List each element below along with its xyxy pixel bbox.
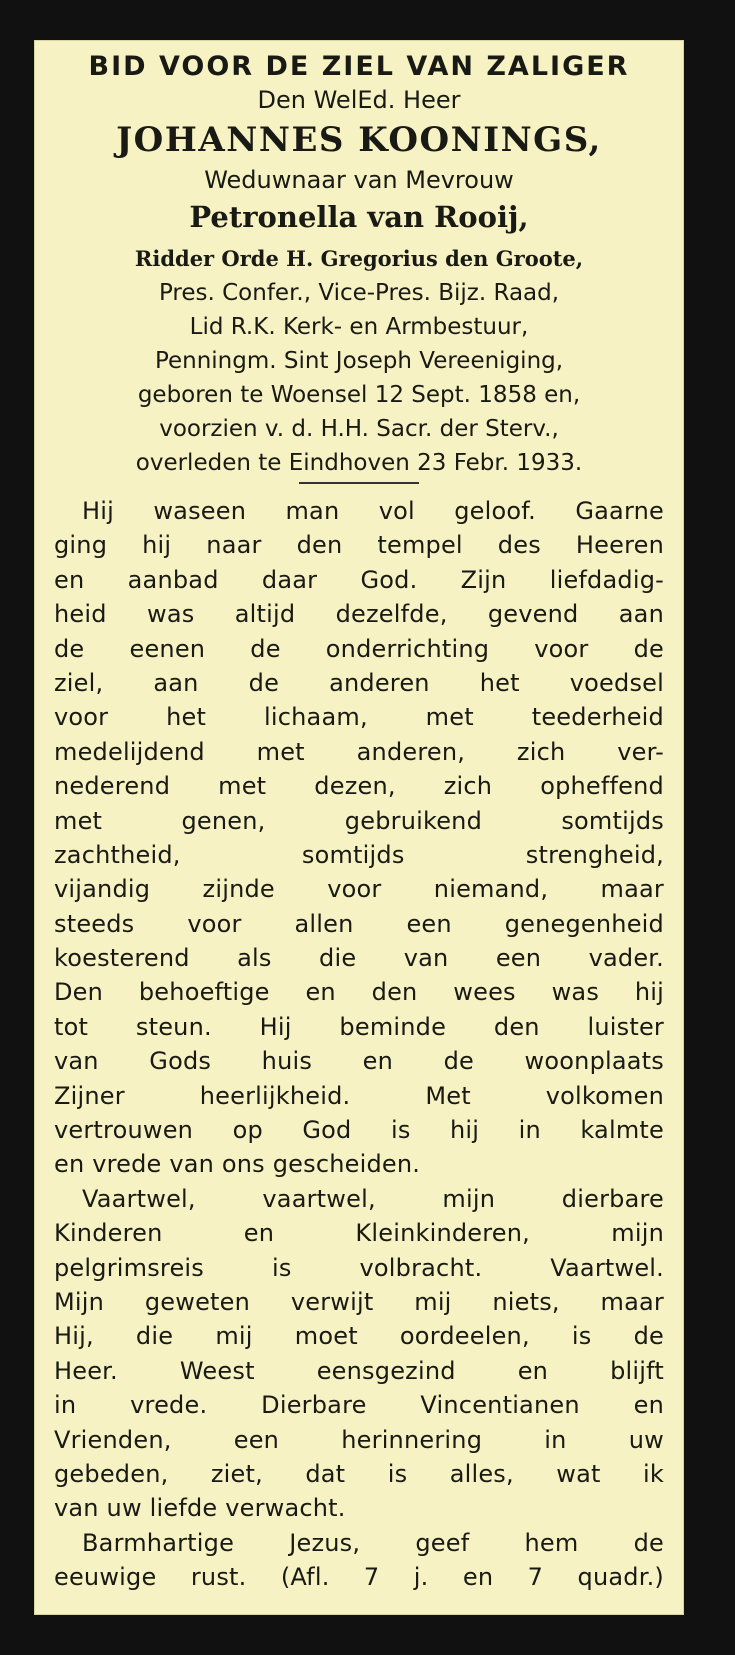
body-line: tot steun. Hij beminde den luister bbox=[54, 1012, 664, 1041]
body-line: Kinderen en Kleinkinderen, mijn bbox=[54, 1219, 664, 1248]
body-line: en aanbad daar God. Zijn liefdadig- bbox=[54, 565, 664, 594]
body-line: Den behoeftige en den wees was hij bbox=[54, 978, 664, 1007]
body-line: Vrienden, een herinnering in uw bbox=[54, 1425, 664, 1454]
body-line: Barmhartige Jezus, geef hem de bbox=[82, 1528, 664, 1557]
body-line: Heer. Weest eensgezind en blijft bbox=[54, 1356, 664, 1385]
card-header bbox=[34, 50, 684, 236]
body-line: van Gods huis en de woonplaats bbox=[54, 1047, 664, 1076]
titles-block bbox=[34, 242, 684, 480]
widower-line: Weduwnaar van Mevrouw bbox=[204, 166, 514, 194]
body-line: steeds voor allen een genegenheid bbox=[54, 909, 664, 938]
body-line: medelijdend met anderen, zich ver- bbox=[54, 737, 664, 766]
body-line: koesterend als die van een vader. bbox=[54, 944, 664, 973]
body-line: van uw liefde verwacht. bbox=[54, 1494, 346, 1523]
body-line: de eenen de onderrichting voor de bbox=[54, 634, 664, 663]
title-line: Ridder Orde H. Gregorius den Groote, bbox=[134, 246, 584, 271]
title-line: Pres. Confer., Vice-Pres. Bijz. Raad, bbox=[158, 280, 560, 306]
body-line: Zijner heerlijkheid. Met volkomen bbox=[54, 1081, 664, 1110]
body-line: vijandig zijnde voor niemand, maar bbox=[54, 875, 664, 904]
body-line: in vrede. Dierbare Vincentianen en bbox=[54, 1391, 664, 1420]
body-line: nederend met dezen, zich opheffend bbox=[54, 772, 664, 801]
body-line: heid was altijd dezelfde, gevend aan bbox=[54, 600, 664, 629]
body-line: Hij waseen man vol geloof. Gaarne bbox=[82, 497, 664, 525]
body-line: met genen, gebruikend somtijds bbox=[54, 806, 664, 835]
title-line: Lid R.K. Kerk- en Armbestuur, bbox=[189, 314, 529, 340]
honorific-line: Den WelEd. Heer bbox=[257, 86, 461, 114]
body-line: voor het lichaam, met teederheid bbox=[54, 703, 664, 732]
closing-line: eeuwige rust. (Afl. 7 j. en 7 quadr.) bbox=[54, 1563, 664, 1592]
death-line: overleden te Eindhoven 23 Febr. 1933. bbox=[135, 450, 583, 476]
body-line: zachtheid, somtijds strengheid, bbox=[54, 840, 664, 869]
body-line: en vrede van ons gescheiden. bbox=[54, 1150, 421, 1179]
title-line: Penningm. Sint Joseph Vereeniging, bbox=[154, 348, 564, 374]
intro-line: BID VOOR DE ZIEL VAN ZALIGER bbox=[88, 51, 630, 82]
body-line: Mijn geweten verwijt mij niets, maar bbox=[54, 1287, 664, 1316]
divider bbox=[299, 482, 419, 484]
deceased-name: JOHANNES KOONINGS, bbox=[116, 120, 602, 160]
birth-line: geboren te Woensel 12 Sept. 1858 en, bbox=[137, 382, 581, 408]
body-line: Vaartwel, vaartwel, mijn dierbare bbox=[82, 1184, 664, 1213]
wife-name: Petronella van Rooij, bbox=[189, 200, 529, 234]
body-line: ging hij naar den tempel des Heeren bbox=[54, 531, 664, 560]
sacrament-line: voorzien v. d. H.H. Sacr. der Sterv., bbox=[159, 416, 559, 442]
body-line: gebeden, ziet, dat is alles, wat ik bbox=[54, 1459, 664, 1488]
body-line: ziel, aan de anderen het voedsel bbox=[54, 668, 664, 697]
body-line: pelgrimsreis is volbracht. Vaartwel. bbox=[54, 1253, 664, 1282]
body-line: Hij, die mij moet oordeelen, is de bbox=[54, 1322, 664, 1351]
body-line: vertrouwen op God is hij in kalmte bbox=[54, 1116, 664, 1145]
prayer-card bbox=[34, 40, 684, 1615]
body-text bbox=[34, 494, 684, 1595]
